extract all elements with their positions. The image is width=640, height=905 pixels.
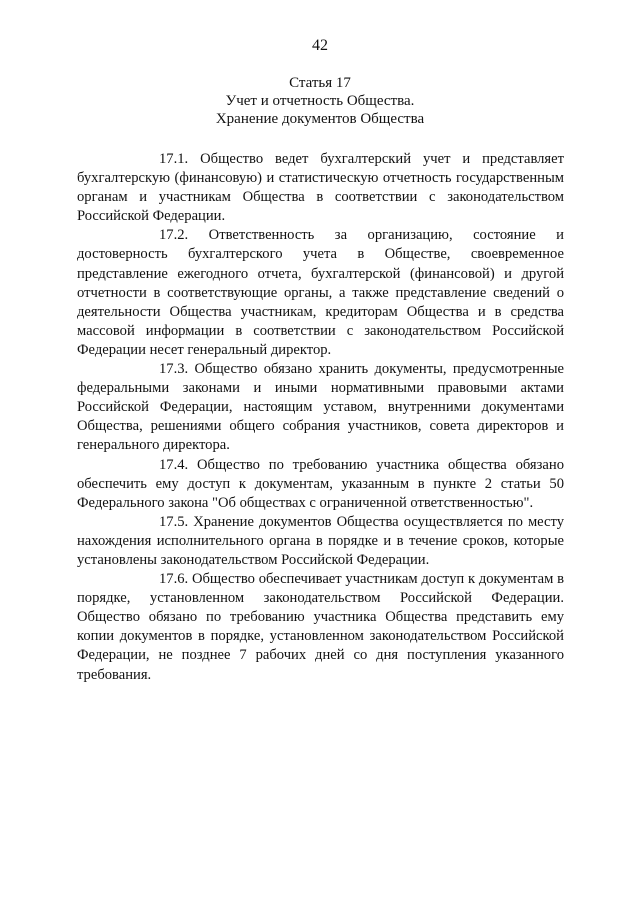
paragraph-number: 17.6. [159,571,189,588]
paragraph-text: Ответственность за организацию, состояние и достоверность бухгалтерского учета в Обществе, своевременное представление ежегодного отчета, бухгалтерской (финансовой) и другой отчетности в соответствующие органы, а также представление сведений о деятельности Общества участникам, кредиторам Общества и в средства массовой информации в соответствии с законодательством Российской Федерации несет генеральный директор. [77,227,564,358]
paragraph-number: 17.1. [159,151,189,167]
article-heading [0,74,640,128]
paragraph-17-3 [77,360,564,455]
article-body [77,150,564,685]
page-number: 42 [312,37,328,54]
paragraph-17-5 [77,513,564,570]
paragraph-17-4 [77,456,564,513]
paragraph-number: 17.3. [159,361,189,378]
paragraph-text: Общество обязано хранить документы, предусмотренные федеральными законами и иными нормативными правовыми актами Российской Федерации, настоящим уставом, внутренними документами Общества, решениями общего собрания участников, совета директоров и генерального директора. [77,361,564,454]
paragraph-text: Общество обеспечивает участникам доступ к документам в порядке, установленном законодательством Российской Федерации. Общество обязано по требованию участника Общества представить ему копии документов в порядке, установленном законодательством Российской Федерации, не позднее 7 рабочих дней со дня поступления указанного требования. [77,571,564,683]
paragraph-17-1 [77,150,564,226]
paragraph-17-6 [77,570,564,685]
paragraph-number: 17.2. [159,227,189,244]
paragraph-text: Общество по требованию участника общества обязано обеспечить ему доступ к документам, указанным в пункте 2 статьи 50 Федерального закона "Об обществах с ограниченной ответственностью". [77,456,564,511]
paragraph-number: 17.4. [159,456,189,473]
paragraph-text: Общество ведет бухгалтерский учет и представляет бухгалтерскую (финансовую) и статистическую отчетность государственным органам и участникам Общества в соответствии с законодательством Российской Федерации. [77,151,564,225]
paragraph-17-2 [77,226,564,360]
paragraph-number: 17.5. [159,513,189,530]
article-title-line-1: Учет и отчетность Общества. [225,93,415,109]
article-number: Статья 17 [289,75,351,91]
paragraph-text: Хранение документов Общества осуществляется по месту нахождения исполнительного органа в порядке и в течение сроков, которые установлены законодательством Российской Федерации. [77,513,564,568]
article-title-line-2: Хранение документов Общества [215,111,425,127]
